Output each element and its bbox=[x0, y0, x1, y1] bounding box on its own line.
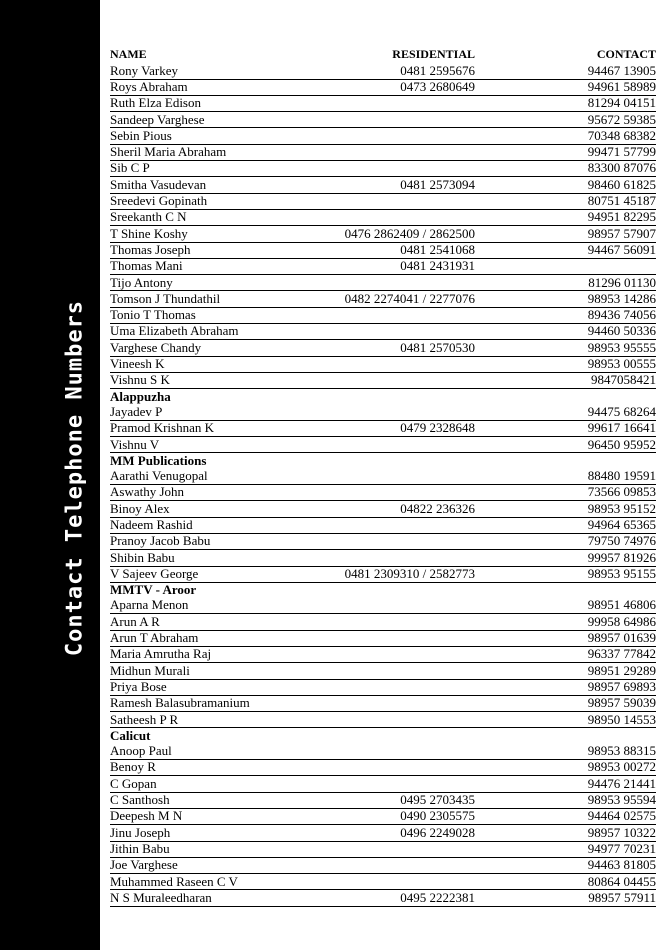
table-row bbox=[110, 63, 656, 79]
contact-cell: 98957 01639 bbox=[475, 630, 656, 646]
residential-cell bbox=[315, 728, 475, 744]
name-cell: V Sajeev George bbox=[110, 566, 315, 582]
name-cell: Shibin Babu bbox=[110, 550, 315, 566]
residential-cell bbox=[315, 485, 475, 501]
name-cell: Jithin Babu bbox=[110, 841, 315, 857]
table-row bbox=[110, 95, 656, 111]
residential-cell bbox=[315, 582, 475, 598]
contact-cell: 98953 95155 bbox=[475, 566, 656, 582]
name-cell: Tomson J Thundathil bbox=[110, 291, 315, 307]
side-title: Contact Telephone Numbers bbox=[62, 299, 88, 657]
table-row bbox=[110, 437, 656, 453]
table-row bbox=[110, 841, 656, 857]
name-cell: Priya Bose bbox=[110, 679, 315, 695]
contact-cell bbox=[475, 728, 656, 744]
name-cell: Jayadev P bbox=[110, 405, 315, 421]
section-heading-row bbox=[110, 728, 656, 744]
residential-cell: 0481 2595676 bbox=[315, 63, 475, 79]
contact-cell: 79750 74976 bbox=[475, 533, 656, 549]
residential-cell: 0482 2274041 / 2277076 bbox=[315, 291, 475, 307]
residential-cell: 0481 2541068 bbox=[315, 242, 475, 258]
table-row bbox=[110, 695, 656, 711]
name-cell: Satheesh P R bbox=[110, 712, 315, 728]
residential-cell bbox=[315, 112, 475, 128]
contact-cell: 94463 81805 bbox=[475, 857, 656, 873]
contact-cell: 94977 70231 bbox=[475, 841, 656, 857]
table-row bbox=[110, 420, 656, 436]
contact-cell: 94951 82295 bbox=[475, 209, 656, 225]
contact-cell: 81296 01130 bbox=[475, 275, 656, 291]
residential-cell bbox=[315, 95, 475, 111]
table-row bbox=[110, 501, 656, 517]
contact-cell: 9847058421 bbox=[475, 372, 656, 388]
residential-cell: 0495 2222381 bbox=[315, 890, 475, 906]
name-cell: Aparna Menon bbox=[110, 598, 315, 614]
table-row bbox=[110, 825, 656, 841]
table-row bbox=[110, 890, 656, 906]
residential-cell bbox=[315, 389, 475, 405]
contact-cell: 98957 57911 bbox=[475, 890, 656, 906]
residential-cell bbox=[315, 144, 475, 160]
section-heading: Calicut bbox=[110, 727, 151, 743]
residential-cell bbox=[315, 307, 475, 323]
header-contact: CONTACT bbox=[596, 47, 656, 62]
residential-cell bbox=[315, 405, 475, 421]
contact-cell: 94467 56091 bbox=[475, 242, 656, 258]
residential-cell: 0495 2703435 bbox=[315, 792, 475, 808]
contact-cell: 80751 45187 bbox=[475, 193, 656, 209]
table-row bbox=[110, 193, 656, 209]
table-row bbox=[110, 874, 656, 890]
section-heading: MM Publications bbox=[110, 452, 207, 468]
contact-cell: 94964 65365 bbox=[475, 517, 656, 533]
name-cell: Nadeem Rashid bbox=[110, 517, 315, 533]
section-heading-row bbox=[110, 582, 656, 598]
residential-cell: 0476 2862409 / 2862500 bbox=[315, 226, 475, 242]
table-row bbox=[110, 242, 656, 258]
table-row bbox=[110, 372, 656, 388]
contact-cell: 94464 02575 bbox=[475, 808, 656, 824]
name-cell: Maria Amrutha Raj bbox=[110, 646, 315, 662]
contact-cell: 83300 87076 bbox=[475, 161, 656, 177]
table-row bbox=[110, 792, 656, 808]
residential-cell bbox=[315, 161, 475, 177]
contact-cell: 98953 14286 bbox=[475, 291, 656, 307]
residential-cell bbox=[315, 744, 475, 760]
residential-cell bbox=[315, 630, 475, 646]
name-cell: Vishnu V bbox=[110, 437, 315, 453]
residential-cell bbox=[315, 857, 475, 873]
name-cell: Sib C P bbox=[110, 161, 315, 177]
residential-cell: 0496 2249028 bbox=[315, 825, 475, 841]
residential-cell bbox=[315, 695, 475, 711]
contact-cell: 98953 00555 bbox=[475, 356, 656, 372]
residential-cell bbox=[315, 209, 475, 225]
name-cell: Pramod Krishnan K bbox=[110, 420, 315, 436]
contact-cell: 70348 68382 bbox=[475, 128, 656, 144]
name-cell: Varghese Chandy bbox=[110, 340, 315, 356]
contact-cell: 73566 09853 bbox=[475, 485, 656, 501]
contact-cell bbox=[475, 453, 656, 469]
section-heading-row bbox=[110, 389, 656, 405]
contact-cell: 98953 00272 bbox=[475, 760, 656, 776]
table-row bbox=[110, 161, 656, 177]
table-row bbox=[110, 808, 656, 824]
residential-cell bbox=[315, 275, 475, 291]
name-cell: Ramesh Balasubramanium bbox=[110, 695, 315, 711]
table-row bbox=[110, 776, 656, 792]
residential-cell bbox=[315, 533, 475, 549]
name-cell: Aswathy John bbox=[110, 485, 315, 501]
contact-cell bbox=[475, 582, 656, 598]
name-cell: Tonio T Thomas bbox=[110, 307, 315, 323]
table-row bbox=[110, 209, 656, 225]
name-cell: Rony Varkey bbox=[110, 63, 315, 79]
residential-cell: 04822 236326 bbox=[315, 501, 475, 517]
table-row bbox=[110, 712, 656, 728]
contact-cell: 94467 13905 bbox=[475, 63, 656, 79]
name-cell: Roys Abraham bbox=[110, 79, 315, 95]
header-name: NAME bbox=[110, 47, 147, 62]
name-cell: Vishnu S K bbox=[110, 372, 315, 388]
residential-cell bbox=[315, 372, 475, 388]
contact-cell: 95672 59385 bbox=[475, 112, 656, 128]
table-row bbox=[110, 226, 656, 242]
table-row bbox=[110, 679, 656, 695]
table-row bbox=[110, 291, 656, 307]
table-row bbox=[110, 258, 656, 274]
name-cell: Arun A R bbox=[110, 614, 315, 630]
contact-cell: 98950 14553 bbox=[475, 712, 656, 728]
contact-cell: 98957 57907 bbox=[475, 226, 656, 242]
table-row bbox=[110, 144, 656, 160]
table-row bbox=[110, 469, 656, 485]
residential-cell: 0481 2570530 bbox=[315, 340, 475, 356]
name-cell: Ruth Elza Edison bbox=[110, 95, 315, 111]
name-cell: Sreedevi Gopinath bbox=[110, 193, 315, 209]
table-row bbox=[110, 598, 656, 614]
name-cell: Smitha Vasudevan bbox=[110, 177, 315, 193]
name-cell: Benoy R bbox=[110, 760, 315, 776]
name-cell: C Gopan bbox=[110, 776, 315, 792]
table-row bbox=[110, 112, 656, 128]
header-residential: RESIDENTIAL bbox=[392, 47, 475, 62]
residential-cell bbox=[315, 453, 475, 469]
contact-cell: 88480 19591 bbox=[475, 469, 656, 485]
side-band bbox=[0, 0, 100, 950]
contact-cell: 98951 29289 bbox=[475, 663, 656, 679]
residential-cell bbox=[315, 614, 475, 630]
table-row bbox=[110, 566, 656, 582]
table-row bbox=[110, 177, 656, 193]
name-cell: Aarathi Venugopal bbox=[110, 469, 315, 485]
section-heading: MMTV - Aroor bbox=[110, 582, 197, 598]
name-cell: Binoy Alex bbox=[110, 501, 315, 517]
residential-cell bbox=[315, 193, 475, 209]
name-cell: Arun T Abraham bbox=[110, 630, 315, 646]
name-cell: Vineesh K bbox=[110, 356, 315, 372]
name-cell: T Shine Koshy bbox=[110, 226, 315, 242]
residential-cell bbox=[315, 679, 475, 695]
contact-cell: 99957 81926 bbox=[475, 550, 656, 566]
table-row bbox=[110, 128, 656, 144]
table-row bbox=[110, 275, 656, 291]
residential-cell bbox=[315, 874, 475, 890]
table-row bbox=[110, 630, 656, 646]
table-row bbox=[110, 517, 656, 533]
name-cell: Deepesh M N bbox=[110, 808, 315, 824]
table-row bbox=[110, 760, 656, 776]
table-row bbox=[110, 340, 656, 356]
name-cell: Thomas Mani bbox=[110, 258, 315, 274]
contact-cell bbox=[475, 258, 656, 274]
residential-cell: 0473 2680649 bbox=[315, 79, 475, 95]
contact-cell: 98957 59039 bbox=[475, 695, 656, 711]
table-row bbox=[110, 550, 656, 566]
table-row bbox=[110, 744, 656, 760]
residential-cell bbox=[315, 760, 475, 776]
contact-cell: 96450 95952 bbox=[475, 437, 656, 453]
residential-cell bbox=[315, 598, 475, 614]
contact-cell: 98951 46806 bbox=[475, 598, 656, 614]
contact-cell: 98953 95555 bbox=[475, 340, 656, 356]
contact-cell: 81294 04151 bbox=[475, 95, 656, 111]
contact-cell: 98953 88315 bbox=[475, 744, 656, 760]
name-cell: Sebin Pious bbox=[110, 128, 315, 144]
name-cell: Joe Varghese bbox=[110, 857, 315, 873]
contact-cell: 98957 10322 bbox=[475, 825, 656, 841]
residential-cell bbox=[315, 841, 475, 857]
table-row bbox=[110, 405, 656, 421]
table-row bbox=[110, 324, 656, 340]
contact-cell: 94476 21441 bbox=[475, 776, 656, 792]
contact-cell: 99958 64986 bbox=[475, 614, 656, 630]
name-cell: C Santhosh bbox=[110, 792, 315, 808]
name-cell: Midhun Murali bbox=[110, 663, 315, 679]
table-row bbox=[110, 646, 656, 662]
name-cell: Uma Elizabeth Abraham bbox=[110, 324, 315, 340]
name-cell: Pranoy Jacob Babu bbox=[110, 533, 315, 549]
contact-directory-table bbox=[110, 47, 656, 907]
residential-cell bbox=[315, 128, 475, 144]
contact-cell: 89436 74056 bbox=[475, 307, 656, 323]
residential-cell bbox=[315, 517, 475, 533]
contact-cell bbox=[475, 389, 656, 405]
table-row bbox=[110, 356, 656, 372]
name-cell: Thomas Joseph bbox=[110, 242, 315, 258]
name-cell: N S Muraleedharan bbox=[110, 890, 315, 906]
contact-cell: 99617 16641 bbox=[475, 420, 656, 436]
contact-cell: 94961 58989 bbox=[475, 79, 656, 95]
name-cell: Sheril Maria Abraham bbox=[110, 144, 315, 160]
contact-cell: 98957 69893 bbox=[475, 679, 656, 695]
table-row bbox=[110, 663, 656, 679]
name-cell: Muhammed Raseen C V bbox=[110, 874, 315, 890]
residential-cell bbox=[315, 437, 475, 453]
contact-cell: 94460 50336 bbox=[475, 324, 656, 340]
table-row bbox=[110, 614, 656, 630]
residential-cell: 0481 2431931 bbox=[315, 258, 475, 274]
header-row bbox=[110, 47, 656, 63]
residential-cell bbox=[315, 550, 475, 566]
residential-cell: 0481 2309310 / 2582773 bbox=[315, 566, 475, 582]
name-cell: Tijo Antony bbox=[110, 275, 315, 291]
residential-cell: 0481 2573094 bbox=[315, 177, 475, 193]
section-heading: Alappuzha bbox=[110, 388, 171, 404]
contact-cell: 96337 77842 bbox=[475, 646, 656, 662]
name-cell: Sandeep Varghese bbox=[110, 112, 315, 128]
residential-cell bbox=[315, 712, 475, 728]
residential-cell bbox=[315, 776, 475, 792]
contact-cell: 80864 04455 bbox=[475, 874, 656, 890]
contact-cell: 94475 68264 bbox=[475, 405, 656, 421]
residential-cell bbox=[315, 356, 475, 372]
table-row bbox=[110, 485, 656, 501]
residential-cell bbox=[315, 663, 475, 679]
residential-cell bbox=[315, 469, 475, 485]
table-row bbox=[110, 533, 656, 549]
residential-cell: 0490 2305575 bbox=[315, 808, 475, 824]
name-cell: Sreekanth C N bbox=[110, 209, 315, 225]
contact-cell: 98460 61825 bbox=[475, 177, 656, 193]
name-cell: Anoop Paul bbox=[110, 744, 315, 760]
residential-cell bbox=[315, 324, 475, 340]
contact-cell: 99471 57799 bbox=[475, 144, 656, 160]
section-heading-row bbox=[110, 453, 656, 469]
residential-cell: 0479 2328648 bbox=[315, 420, 475, 436]
table-row bbox=[110, 307, 656, 323]
contact-cell: 98953 95594 bbox=[475, 792, 656, 808]
table-row bbox=[110, 857, 656, 873]
name-cell: Jinu Joseph bbox=[110, 825, 315, 841]
residential-cell bbox=[315, 646, 475, 662]
table-row bbox=[110, 79, 656, 95]
contact-cell: 98953 95152 bbox=[475, 501, 656, 517]
